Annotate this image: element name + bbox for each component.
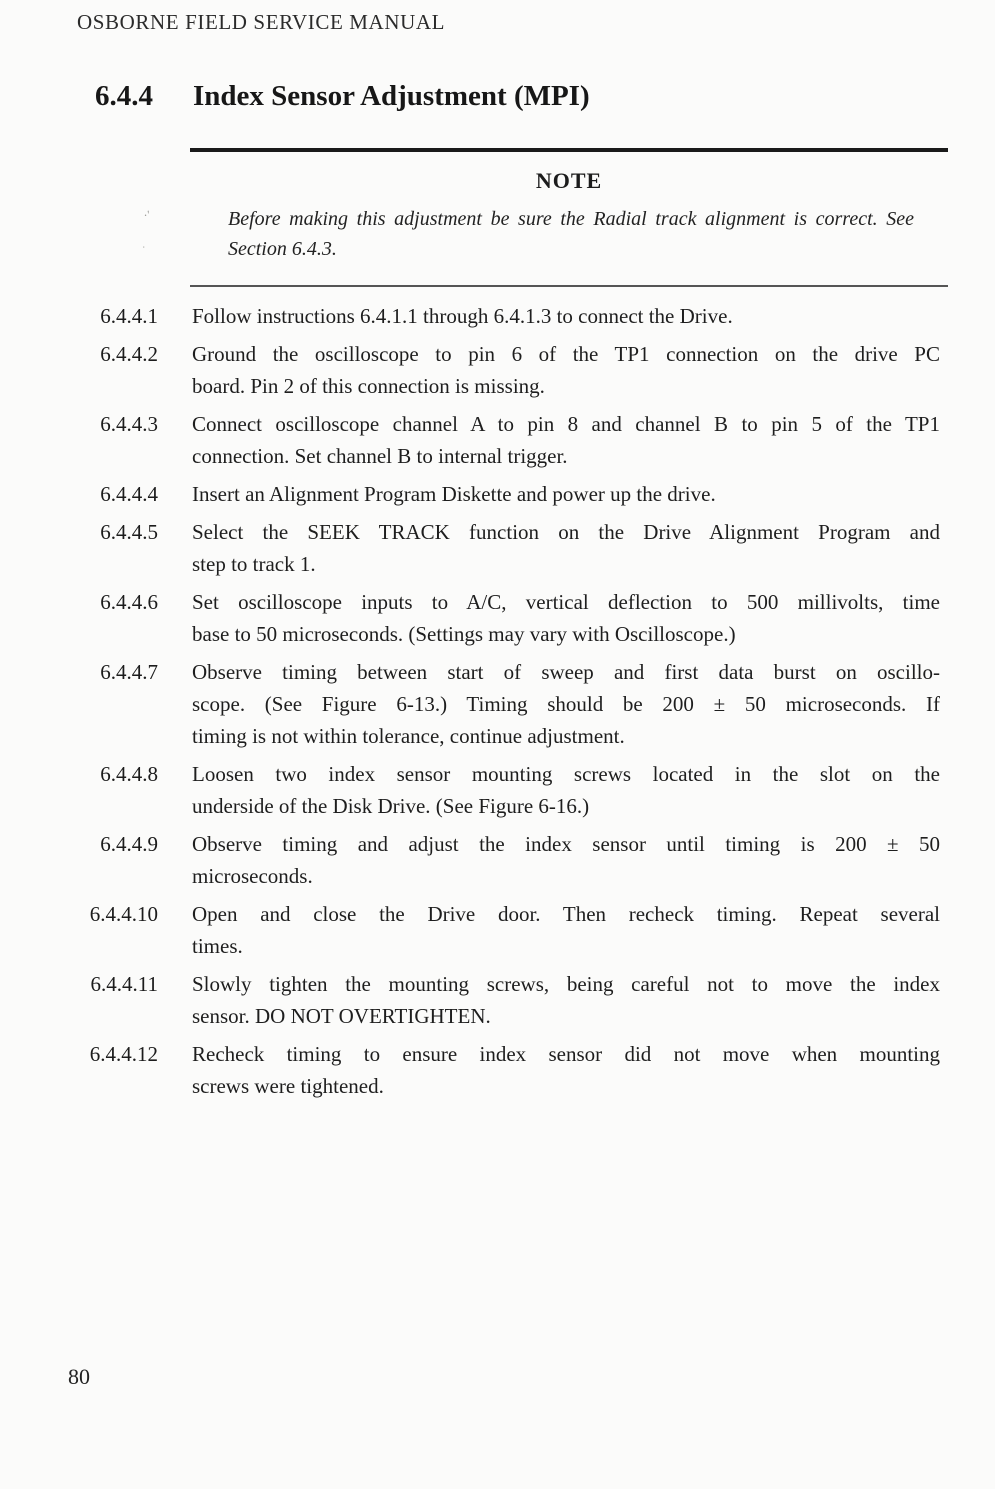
- procedure-item-text: [192, 898, 940, 962]
- procedure-item-text: [192, 300, 940, 332]
- text-line: sensor. DO NOT OVERTIGHTEN.: [192, 1004, 491, 1028]
- text-line: Recheck timing to ensure index sensor did not move when mounting: [192, 1042, 940, 1066]
- text-line: Loosen two index sensor mounting screws located in the slot on the: [192, 762, 940, 786]
- procedure-list: [0, 300, 948, 1108]
- text-line: timing is not within tolerance, continue adjustment.: [192, 724, 625, 748]
- text-line: board. Pin 2 of this connection is missing.: [192, 374, 545, 398]
- procedure-item-text: [192, 408, 940, 472]
- text-line: Insert an Alignment Program Diskette and power up the drive.: [192, 482, 716, 506]
- text-line: Set oscilloscope inputs to A/C, vertical deflection to 500 millivolts, time: [192, 590, 940, 614]
- section-title: Index Sensor Adjustment (MPI): [193, 80, 590, 112]
- note-block: [190, 148, 948, 290]
- procedure-item-number: 6.4.4.1: [100, 304, 158, 328]
- note-rule-bottom: [190, 285, 948, 287]
- text-line: Observe timing and adjust the index sensor until timing is 200 ± 50: [192, 832, 940, 856]
- procedure-item: [0, 1038, 948, 1102]
- scan-artifact: ·: [141, 239, 147, 255]
- text-line: screws were tightened.: [192, 1074, 384, 1098]
- procedure-item: [0, 300, 948, 332]
- procedure-item-text: [192, 516, 940, 580]
- procedure-item-number: 6.4.4.12: [89, 1042, 158, 1066]
- procedure-item-number: 6.4.4.3: [100, 412, 158, 436]
- procedure-item-text: [192, 758, 940, 822]
- procedure-item-number: 6.4.4.9: [100, 832, 158, 856]
- procedure-item-text: [192, 656, 940, 752]
- procedure-item-number: 6.4.4.2: [100, 342, 158, 366]
- scan-artifact: ·ʹ: [142, 207, 151, 223]
- note-rule-top: [190, 148, 948, 152]
- procedure-item: [0, 516, 948, 580]
- procedure-item: [0, 408, 948, 472]
- text-line: underside of the Disk Drive. (See Figure 6-16.): [192, 794, 590, 818]
- note-text: [228, 204, 914, 264]
- procedure-item: [0, 478, 948, 510]
- note-label: NOTE: [535, 168, 603, 193]
- text-line: step to track 1.: [192, 552, 316, 576]
- procedure-item: [0, 586, 948, 650]
- procedure-item: [0, 898, 948, 962]
- running-header: OSBORNE FIELD SERVICE MANUAL: [77, 10, 446, 34]
- section-number: 6.4.4: [95, 80, 153, 112]
- procedure-item: [0, 656, 948, 752]
- text-line: Observe timing between start of sweep and first data burst on oscillo-: [192, 660, 940, 684]
- procedure-item-number: 6.4.4.4: [100, 482, 158, 506]
- text-line: Open and close the Drive door. Then recheck timing. Repeat several: [192, 902, 940, 926]
- text-line: scope. (See Figure 6-13.) Timing should be 200 ± 50 microseconds. If: [192, 692, 940, 716]
- procedure-item-number: 6.4.4.8: [100, 762, 158, 786]
- procedure-item-number: 6.4.4.10: [89, 902, 158, 926]
- procedure-item-number: 6.4.4.11: [90, 972, 158, 996]
- procedure-item: [0, 828, 948, 892]
- text-line: Select the SEEK TRACK function on the Drive Alignment Program and: [192, 520, 940, 544]
- page-number: 80: [68, 1364, 90, 1389]
- text-line: microseconds.: [192, 864, 313, 888]
- text-line: Section 6.4.3.: [228, 238, 337, 260]
- procedure-item-text: [192, 828, 940, 892]
- text-line: connection. Set channel B to internal trigger.: [192, 444, 568, 468]
- procedure-item-number: 6.4.4.5: [100, 520, 158, 544]
- text-line: Ground the oscilloscope to pin 6 of the TP1 connection on the drive PC: [192, 342, 940, 366]
- text-line: Slowly tighten the mounting screws, being careful not to move the index: [192, 972, 940, 996]
- procedure-item-number: 6.4.4.7: [100, 660, 158, 684]
- procedure-item: [0, 968, 948, 1032]
- procedure-item-text: [192, 586, 940, 650]
- text-line: base to 50 microseconds. (Settings may vary with Oscilloscope.): [192, 622, 736, 646]
- procedure-item-text: [192, 338, 940, 402]
- procedure-item-text: [192, 968, 940, 1032]
- text-line: Follow instructions 6.4.1.1 through 6.4.1.3 to connect the Drive.: [192, 304, 733, 328]
- procedure-item: [0, 338, 948, 402]
- text-line: times.: [192, 934, 243, 958]
- text-line: Connect oscilloscope channel A to pin 8 and channel B to pin 5 of the TP1: [192, 412, 940, 436]
- procedure-item-text: [192, 1038, 940, 1102]
- procedure-item-number: 6.4.4.6: [100, 590, 158, 614]
- text-line: Before making this adjustment be sure the Radial track alignment is correct. See: [228, 208, 914, 230]
- procedure-item-text: [192, 478, 940, 510]
- procedure-item: [0, 758, 948, 822]
